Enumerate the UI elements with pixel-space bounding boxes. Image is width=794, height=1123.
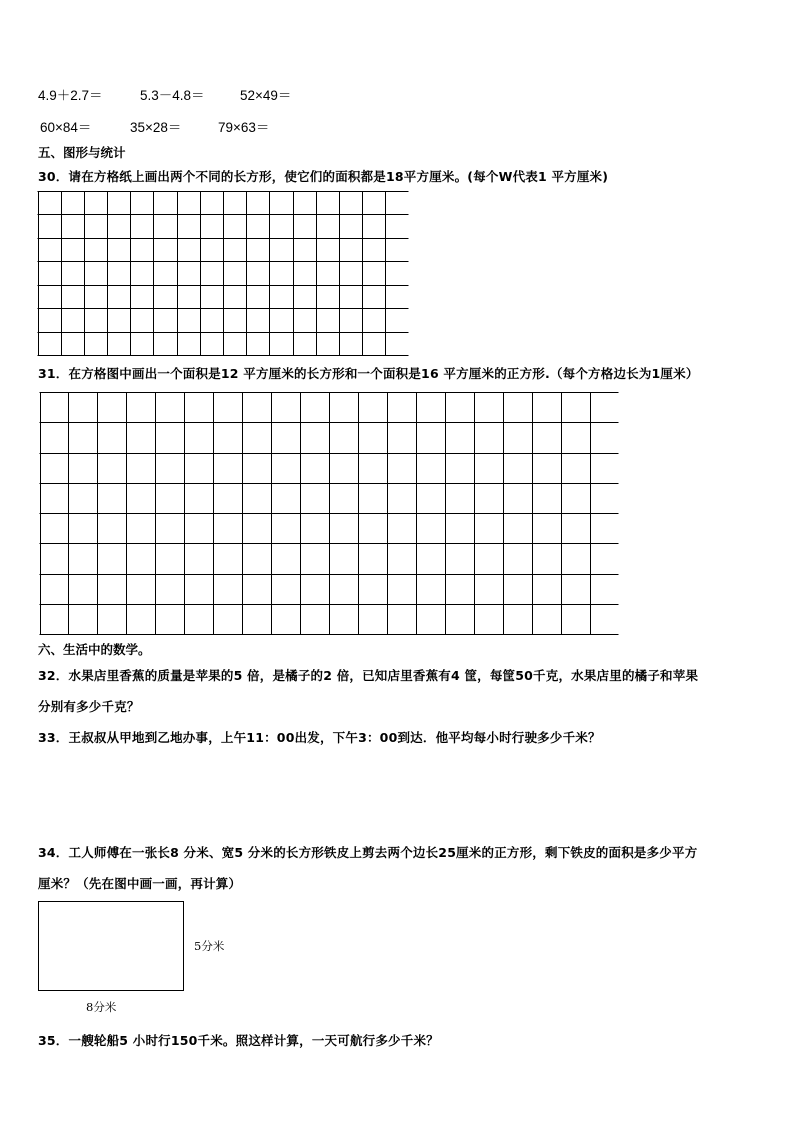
grid-30[interactable]	[37, 191, 409, 356]
calc-5: 35×28＝	[130, 120, 182, 135]
question-30: 30．请在方格纸上画出两个不同的长方形，使它们的面积都是18平方厘米。(每个W代表1 平方厘米)	[38, 169, 609, 184]
calc-4: 60×84＝	[40, 120, 92, 135]
rect-height-label: 5分米	[194, 939, 225, 953]
question-31: 31．在方格图中画出一个面积是12 平方厘米的长方形和一个面积是16 平方厘米的正方形.（每个方格边长为1厘米）	[38, 366, 699, 381]
question-34-line-1: 34．工人师傅在一张长8 分米、宽5 分米的长方形铁皮上剪去两个边长25厘米的正方形，剩下铁皮的面积是多少平方	[38, 845, 698, 860]
question-32-line-2: 分别有多少千克？	[38, 699, 140, 714]
calc-6: 79×63＝	[218, 120, 270, 135]
section-six-heading: 六、生活中的数学。	[38, 642, 151, 657]
calc-1: 4.9＋2.7＝	[38, 88, 103, 103]
question-33: 33．王叔叔从甲地到乙地办事，上午11：00出发，下午3：00到达．他平均每小时行驶多少千米？	[38, 730, 601, 745]
question-34-line-2: 厘米？（先在图中画一画，再计算）	[38, 876, 242, 891]
rect-width-label: 8分米	[86, 1000, 117, 1014]
section-five-heading: 五、图形与统计	[38, 145, 126, 160]
grid-31[interactable]	[39, 392, 619, 635]
question-32-line-1: 32．水果店里香蕉的质量是苹果的5 倍，是橘子的2 倍，已知店里香蕉有4 筐，每筐50千克，水果店里的橘子和苹果	[38, 668, 699, 683]
question-35: 35．一艘轮船5 小时行150千米。照这样计算，一天可航行多少千米？	[38, 1033, 439, 1048]
rectangle-figure-34[interactable]	[38, 901, 184, 991]
calc-3: 52×49＝	[240, 88, 292, 103]
calc-2: 5.3－4.8＝	[140, 88, 205, 103]
